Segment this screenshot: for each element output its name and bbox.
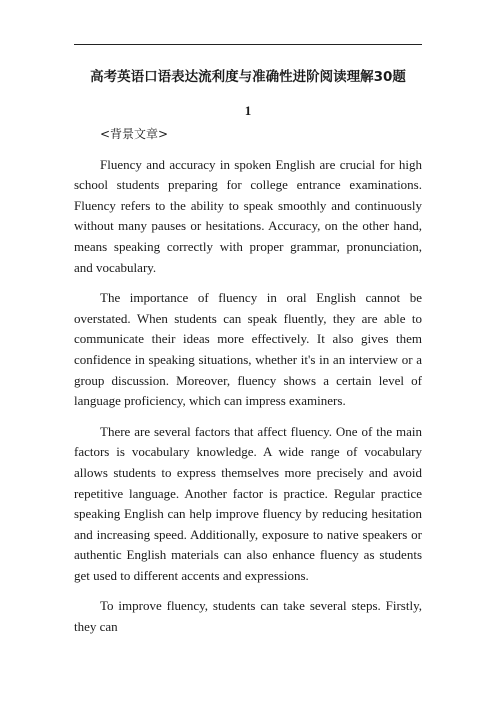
section-label xyxy=(74,124,422,145)
section-number: 1 xyxy=(244,103,252,118)
section-label-text: <背景文章> xyxy=(100,127,169,141)
paragraph-4: To improve fluency, students can take several steps. Firstly, they can xyxy=(74,598,422,635)
header-rule xyxy=(74,44,422,45)
paragraph-3: There are several factors that affect fluency. One of the main factors is vocabulary knowledge. A wide range of vocabulary allows students to express themselves more precisely and avoid repetitive language. Another factor is practice. Regular practice speaking English can help improve fluency by reducing hesitation and increasing speed. Additionally, exposure to native speakers or authentic English materials can also enhance fluency as students get used to different accents and expressions. xyxy=(74,423,422,583)
document-title: 高考英语口语表达流利度与准确性进阶阅读理解30题 xyxy=(90,69,406,85)
paragraph-1: Fluency and accuracy in spoken English are crucial for high school students preparing for college entrance examinations. Fluency refers to the ability to speak smoothly and continuously without many pauses or hesitations. Accuracy, on the other hand, means speaking correctly with proper grammar, pronunciation, and vocabulary. xyxy=(74,156,422,275)
article-body xyxy=(74,124,422,648)
paragraph-2: The importance of fluency in oral English cannot be overstated. When students can speak fluently, they are able to communicate their ideas more effectively. It also gives them confidence in speaking situations, whether it's in an interview or a group discussion. Moreover, fluency shows a certain level of language proficiency, which can impress examiners. xyxy=(74,290,422,409)
